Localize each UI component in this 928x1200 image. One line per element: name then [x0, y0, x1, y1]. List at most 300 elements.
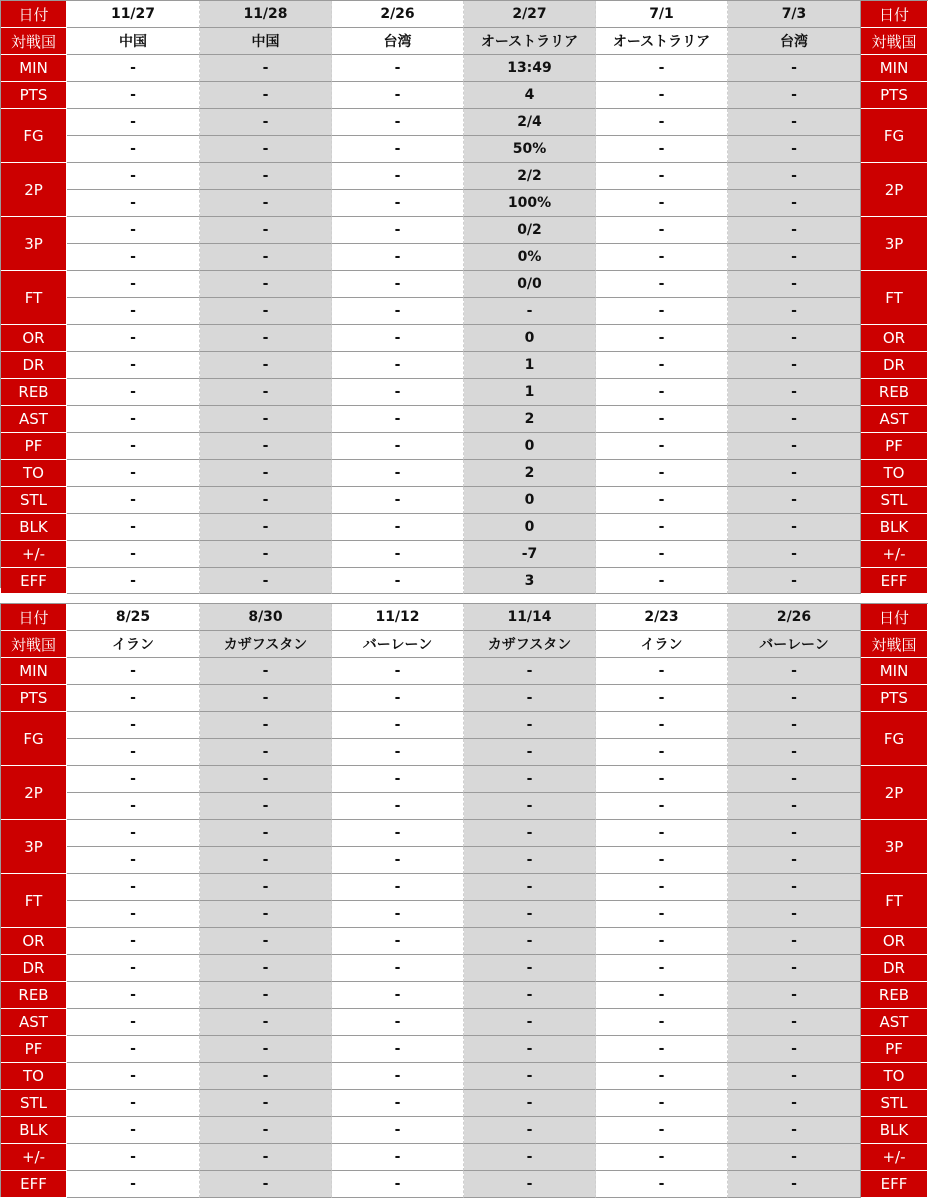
cell-fg-made: -: [332, 712, 464, 739]
cell-eff: -: [728, 1171, 861, 1198]
cell-pts: -: [332, 685, 464, 712]
cell-p2-pct: -: [200, 793, 332, 820]
row-label-right-date: 日付: [861, 604, 928, 631]
cell-ft-pct: -: [728, 298, 861, 325]
cell-blk: -: [728, 514, 861, 541]
cell-pm: -7: [464, 541, 596, 568]
cell-p2-pct: 100%: [464, 190, 596, 217]
cell-reb: -: [728, 982, 861, 1009]
cell-pf: -: [332, 1036, 464, 1063]
cell-to: -: [464, 1063, 596, 1090]
cell-pts: -: [728, 82, 861, 109]
cell-ft-pct: -: [596, 298, 728, 325]
cell-blk: -: [464, 1117, 596, 1144]
cell-or: -: [67, 928, 200, 955]
cell-min: -: [728, 55, 861, 82]
row-label-right-ft: FT: [861, 271, 928, 325]
cell-p2-made: -: [596, 163, 728, 190]
cell-p2-pct: -: [67, 793, 200, 820]
cell-fg-pct: -: [67, 739, 200, 766]
cell-pf: -: [67, 1036, 200, 1063]
cell-pf: -: [728, 433, 861, 460]
row-label-blk: BLK: [1, 1117, 67, 1144]
cell-fg-pct: -: [332, 739, 464, 766]
row-label-opponent: 対戦国: [1, 28, 67, 55]
cell-to: -: [332, 1063, 464, 1090]
row-label-right-p3: 3P: [861, 820, 928, 874]
row-label-right-to: TO: [861, 1063, 928, 1090]
cell-pm: -: [67, 1144, 200, 1171]
cell-p2-made: -: [728, 163, 861, 190]
cell-pm: -: [728, 1144, 861, 1171]
cell-pts: -: [67, 82, 200, 109]
cell-reb: -: [332, 379, 464, 406]
cell-date: 7/1: [596, 1, 728, 28]
cell-pm: -: [332, 1144, 464, 1171]
row-label-p3: 3P: [1, 217, 67, 271]
cell-stl: -: [728, 1090, 861, 1117]
cell-date: 2/26: [728, 604, 861, 631]
row-label-right-pm: +/-: [861, 541, 928, 568]
cell-stl: -: [67, 487, 200, 514]
row-label-right-opponent: 対戦国: [861, 28, 928, 55]
cell-pm: -: [332, 541, 464, 568]
cell-ft-pct: -: [464, 298, 596, 325]
cell-ft-pct: -: [200, 901, 332, 928]
cell-p2-made: 2/2: [464, 163, 596, 190]
row-label-opponent: 対戦国: [1, 631, 67, 658]
cell-ast: -: [728, 1009, 861, 1036]
cell-or: -: [728, 325, 861, 352]
row-label-right-min: MIN: [861, 658, 928, 685]
stats-table-2: [0, 603, 928, 1197]
cell-ast: -: [728, 406, 861, 433]
cell-min: 13:49: [464, 55, 596, 82]
cell-p3-made: -: [67, 217, 200, 244]
cell-fg-pct: -: [67, 136, 200, 163]
cell-p3-made: -: [464, 820, 596, 847]
cell-p2-pct: -: [728, 793, 861, 820]
cell-ft-made: -: [728, 874, 861, 901]
row-label-right-fg: FG: [861, 109, 928, 163]
cell-fg-pct: -: [728, 136, 861, 163]
row-label-right-pts: PTS: [861, 685, 928, 712]
row-label-to: TO: [1, 460, 67, 487]
cell-pf: -: [332, 433, 464, 460]
row-label-right-p2: 2P: [861, 163, 928, 217]
row-label-ft: FT: [1, 271, 67, 325]
cell-opponent: カザフスタン: [200, 631, 332, 658]
cell-pf: -: [596, 433, 728, 460]
cell-p3-pct: -: [332, 847, 464, 874]
cell-date: 11/28: [200, 1, 332, 28]
row-label-pm: +/-: [1, 541, 67, 568]
cell-p2-made: -: [596, 766, 728, 793]
cell-ft-made: 0/0: [464, 271, 596, 298]
cell-stl: -: [596, 1090, 728, 1117]
cell-fg-pct: -: [728, 739, 861, 766]
cell-reb: -: [596, 379, 728, 406]
row-label-min: MIN: [1, 658, 67, 685]
cell-eff: -: [200, 1171, 332, 1198]
cell-pf: -: [728, 1036, 861, 1063]
cell-p3-pct: -: [596, 847, 728, 874]
cell-ast: -: [332, 406, 464, 433]
cell-p2-made: -: [200, 766, 332, 793]
row-label-or: OR: [1, 928, 67, 955]
row-label-date: 日付: [1, 1, 67, 28]
row-label-ft: FT: [1, 874, 67, 928]
cell-ast: -: [200, 1009, 332, 1036]
cell-dr: -: [596, 955, 728, 982]
row-label-right-min: MIN: [861, 55, 928, 82]
cell-or: -: [728, 928, 861, 955]
cell-ft-made: -: [728, 271, 861, 298]
cell-fg-made: -: [200, 109, 332, 136]
cell-p2-pct: -: [728, 190, 861, 217]
cell-to: -: [200, 460, 332, 487]
cell-fg-made: -: [728, 712, 861, 739]
cell-ast: 2: [464, 406, 596, 433]
cell-p3-pct: -: [728, 847, 861, 874]
cell-pts: -: [332, 82, 464, 109]
cell-date: 11/14: [464, 604, 596, 631]
cell-p2-made: -: [332, 766, 464, 793]
row-label-dr: DR: [1, 352, 67, 379]
cell-blk: -: [200, 1117, 332, 1144]
cell-or: -: [332, 928, 464, 955]
cell-p2-made: -: [728, 766, 861, 793]
cell-ast: -: [67, 406, 200, 433]
cell-reb: -: [596, 982, 728, 1009]
cell-eff: -: [67, 1171, 200, 1198]
cell-fg-pct: 50%: [464, 136, 596, 163]
cell-ft-made: -: [200, 271, 332, 298]
cell-pf: 0: [464, 433, 596, 460]
cell-p2-pct: -: [200, 190, 332, 217]
cell-dr: -: [596, 352, 728, 379]
cell-eff: -: [596, 1171, 728, 1198]
row-label-pts: PTS: [1, 82, 67, 109]
cell-eff: 3: [464, 568, 596, 594]
cell-ast: -: [464, 1009, 596, 1036]
cell-p3-pct: -: [67, 847, 200, 874]
row-label-right-stl: STL: [861, 1090, 928, 1117]
cell-min: -: [67, 658, 200, 685]
cell-to: -: [596, 460, 728, 487]
cell-ft-pct: -: [200, 298, 332, 325]
cell-stl: -: [200, 487, 332, 514]
row-label-right-date: 日付: [861, 1, 928, 28]
cell-or: 0: [464, 325, 596, 352]
cell-min: -: [332, 658, 464, 685]
row-label-min: MIN: [1, 55, 67, 82]
cell-ft-made: -: [596, 874, 728, 901]
cell-ast: -: [200, 406, 332, 433]
row-label-ast: AST: [1, 1009, 67, 1036]
cell-blk: -: [332, 1117, 464, 1144]
row-label-stl: STL: [1, 1090, 67, 1117]
cell-min: -: [596, 658, 728, 685]
cell-pm: -: [464, 1144, 596, 1171]
row-label-right-ast: AST: [861, 406, 928, 433]
cell-fg-made: 2/4: [464, 109, 596, 136]
cell-reb: -: [200, 379, 332, 406]
cell-pts: -: [67, 685, 200, 712]
cell-p2-pct: -: [464, 793, 596, 820]
cell-reb: -: [464, 982, 596, 1009]
cell-ft-pct: -: [596, 901, 728, 928]
cell-ft-pct: -: [332, 901, 464, 928]
cell-dr: -: [728, 955, 861, 982]
cell-pts: -: [596, 685, 728, 712]
cell-fg-pct: -: [596, 739, 728, 766]
row-label-right-ft: FT: [861, 874, 928, 928]
cell-to: -: [332, 460, 464, 487]
cell-pf: -: [200, 1036, 332, 1063]
cell-eff: -: [596, 568, 728, 594]
cell-opponent: カザフスタン: [464, 631, 596, 658]
cell-p3-made: -: [332, 820, 464, 847]
cell-pm: -: [67, 541, 200, 568]
row-label-fg: FG: [1, 712, 67, 766]
row-label-right-eff: EFF: [861, 1171, 928, 1198]
cell-date: 11/12: [332, 604, 464, 631]
cell-to: 2: [464, 460, 596, 487]
cell-ast: -: [332, 1009, 464, 1036]
cell-min: -: [200, 658, 332, 685]
cell-pm: -: [200, 1144, 332, 1171]
cell-date: 8/25: [67, 604, 200, 631]
cell-p2-made: -: [67, 766, 200, 793]
cell-p2-made: -: [464, 766, 596, 793]
cell-reb: -: [200, 982, 332, 1009]
cell-reb: -: [67, 982, 200, 1009]
cell-reb: -: [67, 379, 200, 406]
cell-date: 2/26: [332, 1, 464, 28]
cell-p2-made: -: [332, 163, 464, 190]
cell-fg-made: -: [596, 712, 728, 739]
cell-ft-pct: -: [728, 901, 861, 928]
cell-stl: -: [596, 487, 728, 514]
cell-date: 8/30: [200, 604, 332, 631]
cell-p3-pct: -: [332, 244, 464, 271]
cell-opponent: イラン: [67, 631, 200, 658]
cell-opponent: バーレーン: [332, 631, 464, 658]
cell-stl: -: [332, 1090, 464, 1117]
row-label-eff: EFF: [1, 1171, 67, 1198]
cell-min: -: [728, 658, 861, 685]
cell-stl: -: [464, 1090, 596, 1117]
row-label-blk: BLK: [1, 514, 67, 541]
cell-to: -: [67, 460, 200, 487]
cell-p3-made: -: [332, 217, 464, 244]
cell-eff: -: [728, 568, 861, 594]
cell-p3-pct: -: [200, 244, 332, 271]
cell-p3-pct: -: [596, 244, 728, 271]
cell-to: -: [596, 1063, 728, 1090]
cell-p3-pct: -: [464, 847, 596, 874]
cell-eff: -: [332, 568, 464, 594]
cell-min: -: [332, 55, 464, 82]
row-label-right-fg: FG: [861, 712, 928, 766]
cell-dr: -: [67, 955, 200, 982]
cell-fg-pct: -: [332, 136, 464, 163]
row-label-or: OR: [1, 325, 67, 352]
stats-grid-2: [1, 604, 928, 1198]
row-label-p2: 2P: [1, 766, 67, 820]
cell-pts: 4: [464, 82, 596, 109]
row-label-right-opponent: 対戦国: [861, 631, 928, 658]
cell-or: -: [596, 325, 728, 352]
cell-blk: -: [67, 1117, 200, 1144]
cell-reb: -: [728, 379, 861, 406]
row-label-to: TO: [1, 1063, 67, 1090]
cell-fg-pct: -: [200, 739, 332, 766]
stats-grid-1: [1, 1, 928, 594]
row-label-p2: 2P: [1, 163, 67, 217]
cell-fg-made: -: [596, 109, 728, 136]
cell-ft-made: -: [464, 874, 596, 901]
cell-stl: -: [728, 487, 861, 514]
cell-to: -: [200, 1063, 332, 1090]
row-label-right-or: OR: [861, 928, 928, 955]
cell-pts: -: [200, 82, 332, 109]
row-label-right-blk: BLK: [861, 1117, 928, 1144]
cell-to: -: [67, 1063, 200, 1090]
cell-or: -: [200, 325, 332, 352]
row-label-pf: PF: [1, 1036, 67, 1063]
cell-p2-made: -: [200, 163, 332, 190]
cell-blk: 0: [464, 514, 596, 541]
cell-date: 2/27: [464, 1, 596, 28]
cell-eff: -: [200, 568, 332, 594]
cell-p2-made: -: [67, 163, 200, 190]
cell-p3-pct: 0%: [464, 244, 596, 271]
cell-date: 2/23: [596, 604, 728, 631]
stats-table-1: [0, 0, 928, 588]
cell-ft-pct: -: [464, 901, 596, 928]
cell-stl: -: [200, 1090, 332, 1117]
cell-eff: -: [464, 1171, 596, 1198]
cell-fg-made: -: [464, 712, 596, 739]
cell-to: -: [728, 1063, 861, 1090]
cell-fg-pct: -: [596, 136, 728, 163]
cell-fg-made: -: [200, 712, 332, 739]
cell-eff: -: [67, 568, 200, 594]
row-label-pf: PF: [1, 433, 67, 460]
cell-pm: -: [200, 541, 332, 568]
row-label-p3: 3P: [1, 820, 67, 874]
cell-min: -: [67, 55, 200, 82]
cell-ft-made: -: [200, 874, 332, 901]
row-label-reb: REB: [1, 982, 67, 1009]
cell-opponent: オーストラリア: [464, 28, 596, 55]
cell-fg-made: -: [67, 712, 200, 739]
row-label-right-to: TO: [861, 460, 928, 487]
row-label-right-blk: BLK: [861, 514, 928, 541]
cell-dr: -: [200, 352, 332, 379]
cell-eff: -: [332, 1171, 464, 1198]
cell-p3-pct: -: [67, 244, 200, 271]
cell-blk: -: [332, 514, 464, 541]
cell-fg-made: -: [332, 109, 464, 136]
cell-pts: -: [596, 82, 728, 109]
cell-opponent: バーレーン: [728, 631, 861, 658]
row-label-right-or: OR: [861, 325, 928, 352]
cell-dr: -: [464, 955, 596, 982]
row-label-date: 日付: [1, 604, 67, 631]
cell-stl: 0: [464, 487, 596, 514]
cell-pm: -: [596, 541, 728, 568]
cell-fg-pct: -: [200, 136, 332, 163]
cell-ft-made: -: [67, 874, 200, 901]
cell-p3-made: -: [596, 820, 728, 847]
cell-p2-pct: -: [67, 190, 200, 217]
cell-pm: -: [596, 1144, 728, 1171]
cell-opponent: オーストラリア: [596, 28, 728, 55]
row-label-right-stl: STL: [861, 487, 928, 514]
row-label-right-dr: DR: [861, 352, 928, 379]
cell-p3-made: 0/2: [464, 217, 596, 244]
cell-p2-pct: -: [596, 793, 728, 820]
row-label-right-eff: EFF: [861, 568, 928, 594]
row-label-stl: STL: [1, 487, 67, 514]
cell-p3-pct: -: [728, 244, 861, 271]
cell-p3-made: -: [200, 217, 332, 244]
cell-pm: -: [728, 541, 861, 568]
cell-ft-pct: -: [67, 901, 200, 928]
cell-reb: -: [332, 982, 464, 1009]
cell-min: -: [200, 55, 332, 82]
cell-p3-made: -: [728, 820, 861, 847]
row-label-right-dr: DR: [861, 955, 928, 982]
cell-p2-pct: -: [332, 793, 464, 820]
cell-opponent: 台湾: [728, 28, 861, 55]
row-label-pts: PTS: [1, 685, 67, 712]
cell-fg-made: -: [67, 109, 200, 136]
cell-blk: -: [728, 1117, 861, 1144]
row-label-pm: +/-: [1, 1144, 67, 1171]
cell-dr: -: [200, 955, 332, 982]
cell-ft-pct: -: [67, 298, 200, 325]
cell-ast: -: [596, 406, 728, 433]
cell-fg-pct: -: [464, 739, 596, 766]
cell-p3-made: -: [67, 820, 200, 847]
cell-pf: -: [200, 433, 332, 460]
row-label-right-pf: PF: [861, 433, 928, 460]
cell-p2-pct: -: [596, 190, 728, 217]
row-label-right-pf: PF: [861, 1036, 928, 1063]
cell-stl: -: [332, 487, 464, 514]
row-label-right-p3: 3P: [861, 217, 928, 271]
row-label-right-reb: REB: [861, 379, 928, 406]
cell-p3-pct: -: [200, 847, 332, 874]
cell-min: -: [464, 658, 596, 685]
cell-ft-made: -: [332, 271, 464, 298]
row-label-ast: AST: [1, 406, 67, 433]
cell-ft-pct: -: [332, 298, 464, 325]
cell-pf: -: [67, 433, 200, 460]
cell-date: 7/3: [728, 1, 861, 28]
row-label-right-reb: REB: [861, 982, 928, 1009]
cell-pts: -: [464, 685, 596, 712]
cell-p3-made: -: [596, 217, 728, 244]
cell-dr: 1: [464, 352, 596, 379]
cell-dr: -: [332, 955, 464, 982]
cell-blk: -: [200, 514, 332, 541]
cell-ft-made: -: [596, 271, 728, 298]
